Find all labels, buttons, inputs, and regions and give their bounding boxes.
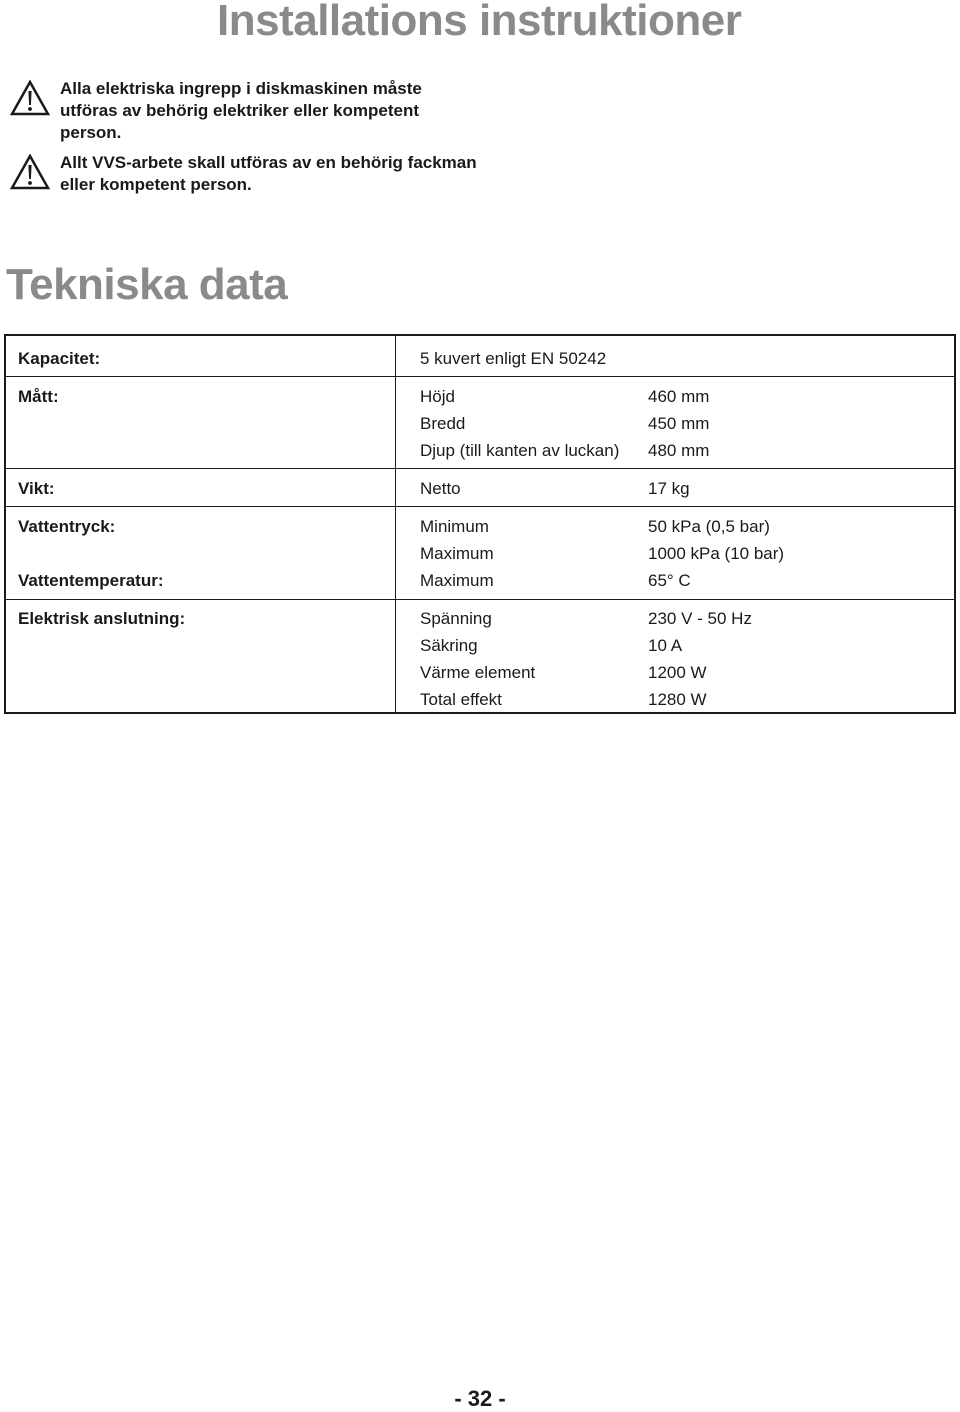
dimension-value: 460 mm <box>648 387 710 406</box>
row-divider <box>6 506 954 507</box>
dimensions-label: Mått: <box>18 387 59 406</box>
row-divider <box>6 599 954 600</box>
dimension-name: Höjd <box>420 387 455 406</box>
page-number: - 32 - <box>454 1386 506 1411</box>
weight-label: Vikt: <box>18 479 55 498</box>
dimension-name: Djup (till kanten av luckan) <box>420 441 620 460</box>
electrical-name: Total effekt <box>420 690 502 709</box>
water-pressure-value: 50 kPa (0,5 bar) <box>648 517 770 536</box>
water-pressure-name: Maximum <box>420 544 494 563</box>
water-temperature-value: 65° C <box>648 571 691 590</box>
electrical-value: 10 A <box>648 636 683 655</box>
dimension-name: Bredd <box>420 414 466 433</box>
weight-value: 17 kg <box>648 479 690 498</box>
electrical-value: 1200 W <box>648 663 707 682</box>
technical-data-table <box>4 334 956 714</box>
capacity-value: 5 kuvert enligt EN 50242 <box>420 349 607 368</box>
electrical-name: Värme element <box>420 663 536 682</box>
row-divider <box>6 468 954 469</box>
water-pressure-name: Minimum <box>420 517 489 536</box>
row-divider <box>6 376 954 377</box>
electrical-name: Spänning <box>420 609 492 628</box>
warning-text: Allt VVS-arbete skall utföras av en behörig fackman eller kompetent person. <box>60 153 477 194</box>
page-title: Installations instruktioner <box>217 0 742 45</box>
electrical-value: 230 V - 50 Hz <box>648 609 752 628</box>
capacity-label: Kapacitet: <box>18 349 101 368</box>
water-temperature-name: Maximum <box>420 571 494 590</box>
electrical-value: 1280 W <box>648 690 707 709</box>
water-temperature-label: Vattentemperatur: <box>18 571 164 590</box>
warning-triangle-icon <box>10 80 50 116</box>
section-title: Tekniska data <box>6 260 288 309</box>
warning-text: Alla elektriska ingrepp i diskmaskinen måste utföras av behörig elektriker eller kompetent person. <box>60 79 422 142</box>
dimension-value: 480 mm <box>648 441 710 460</box>
warning-triangle-icon <box>10 154 50 190</box>
weight-name: Netto <box>420 479 461 498</box>
column-divider <box>395 336 396 712</box>
electrical-label: Elektrisk anslutning: <box>18 609 186 628</box>
water-pressure-label: Vattentryck: <box>18 517 116 536</box>
water-pressure-value: 1000 kPa (10 bar) <box>648 544 785 563</box>
dimension-value: 450 mm <box>648 414 710 433</box>
electrical-name: Säkring <box>420 636 478 655</box>
